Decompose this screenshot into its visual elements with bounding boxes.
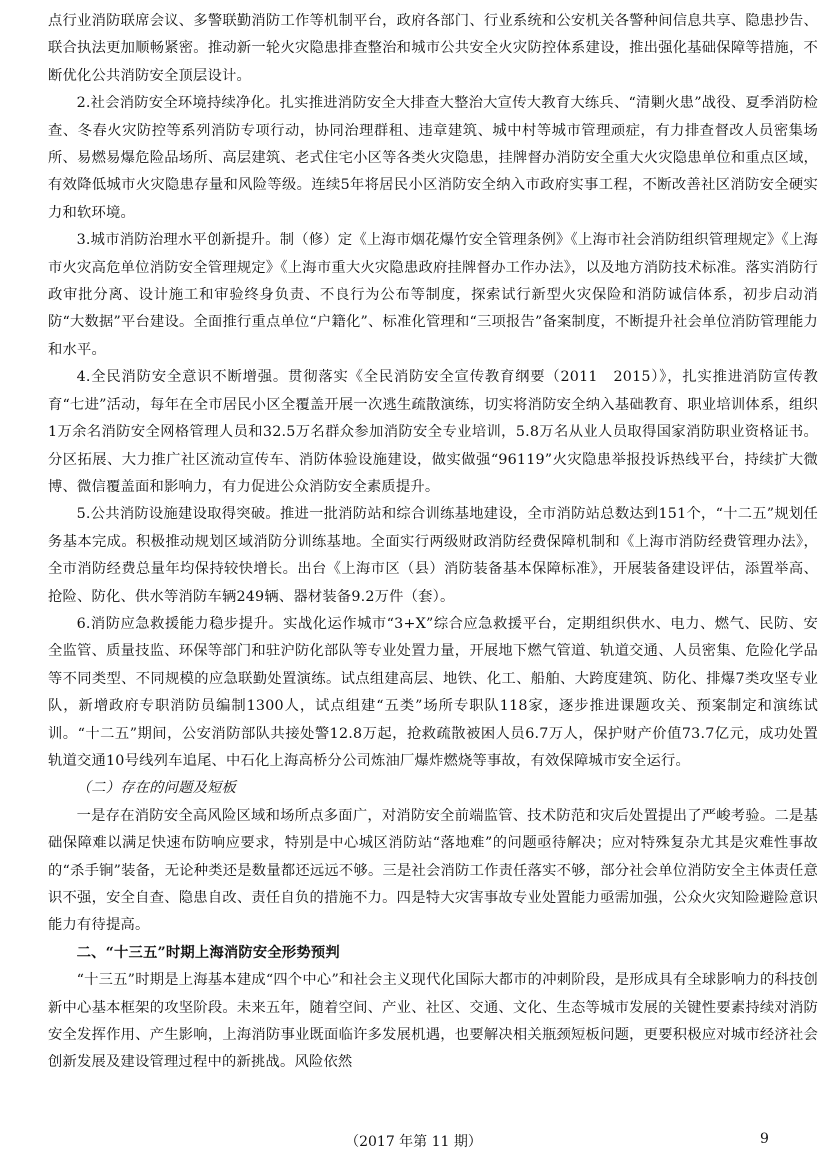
page-footer: [0, 1131, 827, 1151]
paragraph-continuation: 点行业消防联席会议、多警联勤消防工作等机制平台，政府各部门、行业系统和公安机关各警种间信息共享、隐患抄告、联合执法更加顺畅紧密。推动新一轮火灾隐患排查整治和城市公共安全火灾防控体系建设，推出强化基础保障等措施，不断优化公共消防安全顶层设计。: [48, 13, 818, 84]
paragraph-fire-governance: 3.城市消防治理水平创新提升。制（修）定《上海市烟花爆竹安全管理条例》《上海市社会消防组织管理规定》《上海市火灾高危单位消防安全管理规定》《上海市重大火灾隐患政府挂牌督办工作办法》，以及地方消防技术标准。落实消防行政审批分离、设计施工和审验终身负责、不良行为公布等制度，探索试行新型火灾保险和消防诚信体系，初步启动消防“大数据”平台建设。全面推行重点单位“户籍化”、标准化管理和“三项报告”备案制度，不断提升社会单位消防管理能力和水平。: [48, 232, 818, 358]
paragraph-forecast: “十三五”时期是上海基本建成“四个中心”和社会主义现代化国际大都市的冲刺阶段，是形成具有全球影响力的科技创新中心基本框架的攻坚阶段。未来五年，随着空间、产业、社区、交通、文化、生态等城市发展的关键性要素持续对消防安全发挥作用、产生影响，上海消防事业既面临许多发展机遇，也要解决相关瓶颈短板问题，更要积极应对城市经济社会创新发展及建设管理过程中的新挑战。风险依然: [48, 972, 818, 1071]
section-heading-forecast: 二、“十三五”时期上海消防安全形势预判: [76, 944, 340, 961]
section-subheading-problems: （二）存在的问题及短板: [76, 780, 237, 797]
paragraph-emergency-rescue: 6.消防应急救援能力稳步提升。实战化运作城市“3+X”综合应急救援平台，定期组织供水、电力、燃气、民防、安全监管、质量技监、环保等部门和驻沪防化部队等专业处置力量，开展地下燃气管道、轨道交通、人员密集、危险化学品等不同类型、不同规模的应急联勤处置演练。试点组建高层、地铁、化工、船舶、大跨度建筑、防化、排爆7类攻坚专业队，新增政府专职消防员编制1300人，试点组建“五类”场所专职队118家，逐步推进课题攻关、预案制定和演练试训。“十二五”期间，公安消防部队共接处警12.8万起，抢救疏散被困人员6.7万人，保护财产价值73.7亿元，成功处置轨道交通10号线列车追尾、中石化上海高桥分公司炼油厂爆炸燃烧等事故，有效保障城市安全运行。: [48, 615, 818, 769]
page-number: 9: [760, 1131, 769, 1147]
paragraph-problems: 一是存在消防安全高风险区域和场所点多面广，对消防安全前端监管、技术防范和灾后处置提出了严峻考验。二是基础保障难以满足快速布防响应要求，特别是中心城区消防站“落地难”的问题亟待解决；应对特殊复杂尤其是灾难性事故的“杀手锏”装备，无论种类还是数量都还远远不够。三是社会消防工作责任落实不够，部分社会单位消防安全主体责任意识不强，安全自查、隐患自改、责任自负的措施不力。四是特大灾害事故专业处置能力亟需加强，公众火灾知险避险意识能力有待提高。: [48, 807, 818, 934]
paragraph-safety-awareness: 4.全民消防安全意识不断增强。贯彻落实《全民消防安全宣传教育纲要（2011 2015）》，扎实推进消防宣传教育“七进”活动，每年在全市居民小区全覆盖开展一次逃生疏散演练，切实将消防安全纳入基础教育、职业培训体系，组织1万余名消防安全网格管理人员和32.5万名群众参加消防安全专业培训，5.8万名从业人员取得国家消防职业资格证书。分区拓展、大力推广社区流动宣传车、消防体验设施建设，做实做强“96119”火灾隐患举报投诉热线平台，持续扩大微博、微信覆盖面和影响力，有力促进公众消防安全素质提升。: [48, 369, 818, 495]
journal-issue: （2017 年第 11 期）: [345, 1134, 482, 1150]
paragraph-public-facilities: 5.公共消防设施建设取得突破。推进一批消防站和综合训练基地建设，全市消防站总数达到151个，“十二五”规划任务基本完成。积极推动规划区域消防分训练基地。全面实行两级财政消防经费保障机制和《上海市消防经费管理办法》，全市消防经费总量年均保持较快增长。出台《上海市区（县）消防装备基本保障标准》，开展装备建设评估，添置举高、抢险、防化、供水等消防车辆249辆、器材装备9.2万件（套）。: [48, 506, 818, 605]
article-body: [48, 8, 818, 1077]
paragraph-fire-environment: 2.社会消防安全环境持续净化。扎实推进消防安全大排查大整治大宣传大教育大练兵、“清剿火患”战役、夏季消防检查、冬春火灾防控等系列消防专项行动，协同治理群租、违章建筑、城中村等城市管理顽症，有力排查督改人员密集场所、易燃易爆危险品场所、高层建筑、老式住宅小区等各类火灾隐患，挂牌督办消防安全重大火灾隐患单位和重点区域，有效降低城市火灾隐患存量和风险等级。连续5年将居民小区消防安全纳入市政府实事工程，不断改善社区消防安全硬实力和软环境。: [48, 95, 818, 221]
